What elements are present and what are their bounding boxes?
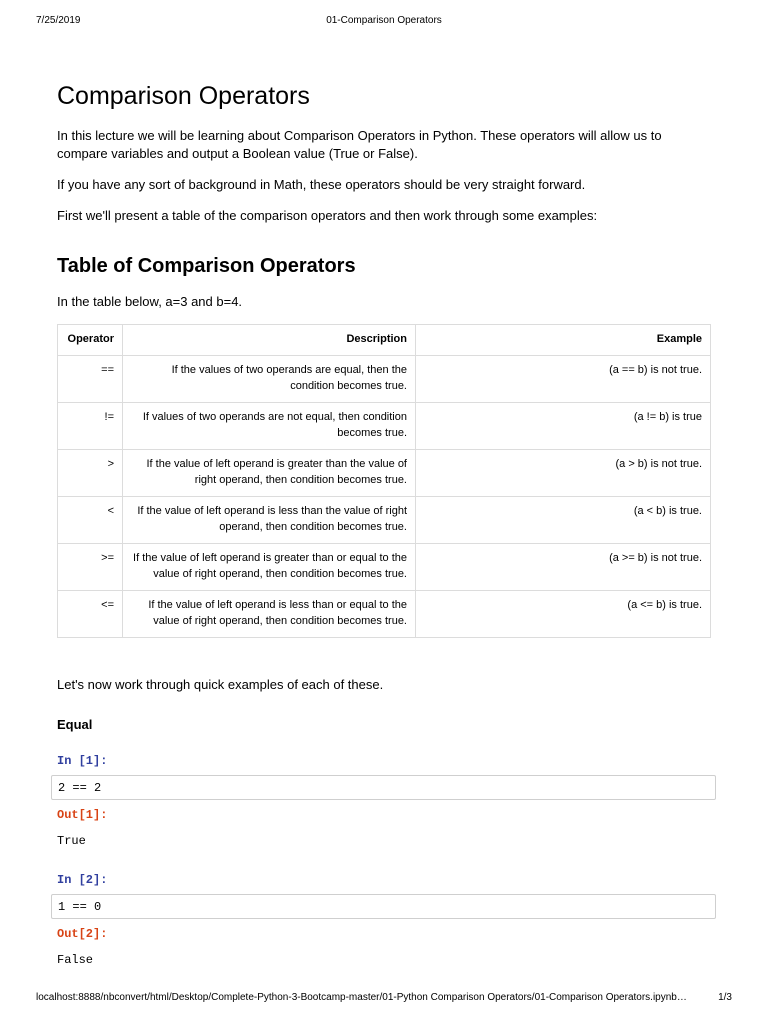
- code-input[interactable]: 2 == 2: [51, 775, 716, 800]
- code-input[interactable]: 1 == 0: [51, 894, 716, 919]
- cell-operator: >=: [58, 544, 123, 591]
- cell-operator: <=: [58, 591, 123, 638]
- cell-example: (a > b) is not true.: [416, 450, 711, 497]
- table-row: [58, 356, 711, 403]
- table-heading: Table of Comparison Operators: [57, 255, 356, 277]
- cell-example: (a <= b) is true.: [416, 591, 711, 638]
- cell-description: If the values of two operands are equal, then the condition becomes true.: [123, 356, 416, 403]
- cell-operator: <: [58, 497, 123, 544]
- header-description: Description: [123, 325, 416, 356]
- table-row: [58, 591, 711, 638]
- cell-example: (a != b) is true: [416, 403, 711, 450]
- cell-description: If the value of left operand is greater than or equal to the value of right operand, then condition becomes true.: [123, 544, 416, 591]
- in-prompt: In [2]:: [57, 873, 108, 887]
- cell-operator: !=: [58, 403, 123, 450]
- cell-description: If values of two operands are not equal, then condition becomes true.: [123, 403, 416, 450]
- output-value: True: [57, 834, 86, 848]
- cell-operator: ==: [58, 356, 123, 403]
- intro-paragraph-1: In this lecture we will be learning about Comparison Operators in Python. These operators will allow us to compare variables and output a Boolean value (True or False).: [57, 128, 662, 161]
- operators-table: [57, 324, 711, 638]
- table-row: [58, 497, 711, 544]
- header-example: Example: [416, 325, 711, 356]
- print-page-number: 1/3: [718, 992, 732, 1003]
- table-header-row: [58, 325, 711, 356]
- equal-heading: Equal: [57, 717, 93, 732]
- table-row: [58, 403, 711, 450]
- print-header: [36, 15, 732, 29]
- cell-description: If the value of left operand is less than or equal to the value of right operand, then condition becomes true.: [123, 591, 416, 638]
- examples-intro: Let's now work through quick examples of each of these.: [57, 677, 384, 692]
- cell-example: (a < b) is true.: [416, 497, 711, 544]
- header-operator: Operator: [58, 325, 123, 356]
- intro-paragraph-3: First we'll present a table of the comparison operators and then work through some examples:: [57, 208, 598, 223]
- out-prompt: Out[1]:: [57, 808, 108, 822]
- cell-example: (a == b) is not true.: [416, 356, 711, 403]
- in-prompt: In [1]:: [57, 754, 108, 768]
- table-row: [58, 450, 711, 497]
- intro-paragraph-2: If you have any sort of background in Math, these operators should be very straight forward.: [57, 177, 586, 192]
- print-footer: [36, 992, 732, 1006]
- print-doc-title: 01-Comparison Operators: [326, 15, 442, 26]
- cell-description: If the value of left operand is less than the value of right operand, then condition becomes true.: [123, 497, 416, 544]
- notebook-content: [57, 80, 711, 638]
- page-title: Comparison Operators: [57, 82, 310, 110]
- cell-description: If the value of left operand is greater than the value of right operand, then condition becomes true.: [123, 450, 416, 497]
- print-date: 7/25/2019: [36, 15, 81, 26]
- cell-example: (a >= b) is not true.: [416, 544, 711, 591]
- table-intro: In the table below, a=3 and b=4.: [57, 294, 243, 309]
- print-url: localhost:8888/nbconvert/html/Desktop/Complete-Python-3-Bootcamp-master/01-Python Comparison Operators/01-Comparison Operators.ipynb…: [36, 992, 687, 1003]
- table-row: [58, 544, 711, 591]
- cell-operator: >: [58, 450, 123, 497]
- out-prompt: Out[2]:: [57, 927, 108, 941]
- output-value: False: [57, 953, 94, 967]
